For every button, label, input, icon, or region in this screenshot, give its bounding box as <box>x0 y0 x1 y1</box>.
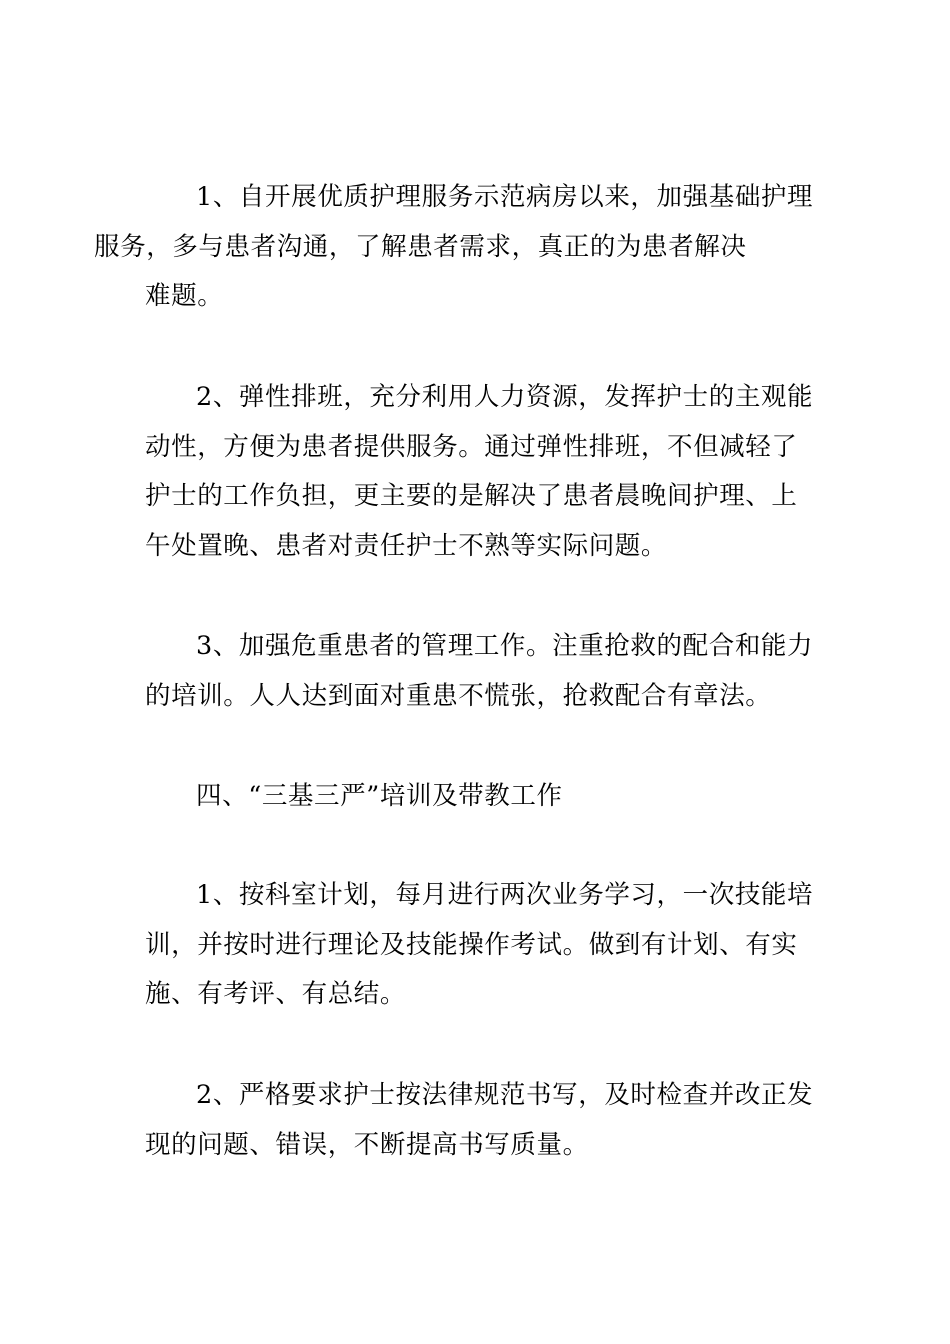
paragraph-line: 施、有考评、有总结。 <box>145 979 407 1009</box>
paragraph-line: 3、加强危重患者的管理工作。注重抢救的配合和能力 <box>196 631 814 661</box>
paragraph-line: 午处置晚、患者对责任护士不熟等实际问题。 <box>145 530 668 561</box>
paragraph-4 <box>145 871 814 1020</box>
paragraph-line: 现的问题、错误，不断提高书写质量。 <box>145 1129 589 1160</box>
paragraph-3 <box>145 622 814 721</box>
paragraph-5 <box>145 1071 814 1170</box>
paragraph-line: 1、按科室计划，每月进行两次业务学习，一次技能培 <box>196 880 814 910</box>
heading-line: 四、“三基三严”培训及带教工作 <box>196 781 563 811</box>
paragraph-1 <box>94 173 814 322</box>
paragraph-line: 护士的工作负担，更主要的是解决了患者晨晚间护理、上 <box>145 481 798 511</box>
paragraph-line: 1、自开展优质护理服务示范病房以来，加强基础护理 <box>196 182 814 212</box>
paragraph-line: 动性，方便为患者提供服务。通过弹性排班，不但减轻了 <box>145 431 798 462</box>
paragraph-line: 难题。 <box>145 281 224 311</box>
paragraph-line: 2、严格要求护士按法律规范书写，及时检查并改正发 <box>196 1080 814 1110</box>
paragraph-line: 2、弹性排班，充分利用人力资源，发挥护士的主观能 <box>196 382 814 412</box>
section-heading <box>145 772 810 822</box>
paragraph-line: 的培训。人人达到面对重患不慌张，抢救配合有章法。 <box>145 680 772 711</box>
paragraph-2 <box>145 373 814 571</box>
paragraph-line: 训，并按时进行理论及技能操作考试。做到有计划、有实 <box>145 929 798 960</box>
paragraph-line: 服务，多与患者沟通，了解患者需求，真正的为患者解决 <box>94 231 747 262</box>
